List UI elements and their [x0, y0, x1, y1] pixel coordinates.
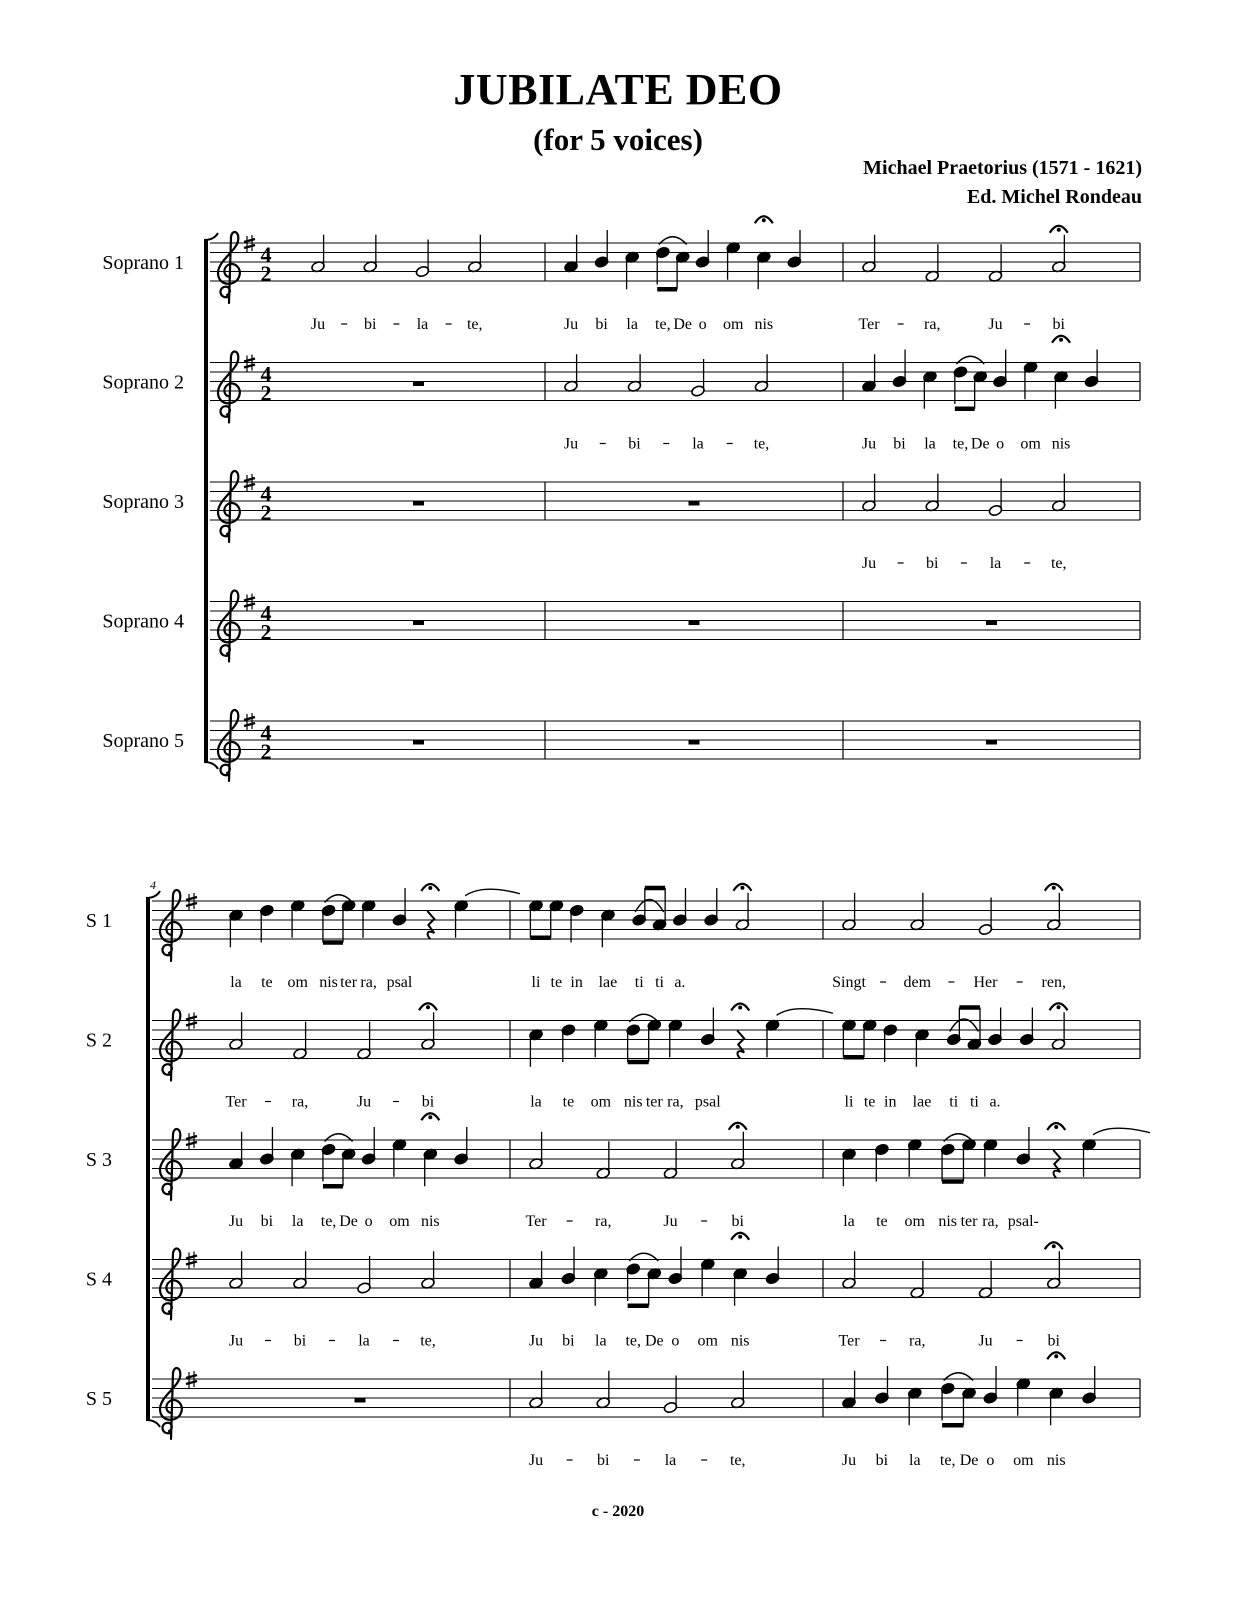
lyric-syllable: De — [339, 1213, 358, 1230]
fermata-icon — [1050, 1003, 1068, 1010]
lyric-syllable: ra, — [595, 1213, 612, 1230]
lyric-syllable: ra, — [924, 316, 941, 333]
lyric-syllable: bi — [597, 1452, 610, 1469]
staff-5 — [102, 710, 1140, 781]
lyric-syllable: bi — [628, 435, 641, 453]
time-signature-top: 4 — [260, 720, 272, 745]
lyric-syllable: bi — [562, 1332, 575, 1350]
staff-2 — [86, 1003, 1140, 1110]
staff-4 — [86, 1233, 1140, 1350]
staff-3 — [102, 471, 1140, 572]
lyric-syllable: Ju — [663, 1213, 678, 1230]
lyric-syllable: a. — [989, 1093, 1001, 1111]
lyric-syllable: la — [989, 555, 1002, 572]
fermata-icon — [1047, 1352, 1065, 1359]
time-signature-top: 4 — [260, 242, 272, 267]
bracket-top-hook — [204, 233, 218, 240]
time-signature-top: 4 — [260, 600, 272, 626]
staff-5 — [86, 1352, 1140, 1469]
lyric-syllable: te — [562, 1093, 575, 1111]
time-signature-bottom: 2 — [260, 500, 272, 525]
fermata-icon — [733, 884, 751, 891]
staff-4 — [102, 591, 1140, 662]
lyric-syllable: ti — [634, 974, 644, 991]
lyric-syllable: la — [909, 1452, 921, 1469]
lyric-syllable: in — [570, 974, 583, 991]
lyric-syllable: bi — [260, 1213, 274, 1230]
lyric-syllable: Ju — [563, 316, 579, 333]
lyric-syllable: Ter — [225, 1093, 247, 1111]
lyric-syllable: om — [389, 1213, 410, 1230]
staff-label: S 4 — [85, 1268, 112, 1291]
fermata-icon — [1052, 336, 1070, 343]
lyric-syllable: te, — [1050, 555, 1067, 572]
staff-1 — [102, 216, 1140, 333]
staff-label: Soprano 4 — [102, 610, 184, 633]
lyric-syllable: la — [530, 1093, 542, 1111]
lyric-syllable: ra, — [360, 974, 377, 991]
lyric-syllable: in — [884, 1093, 897, 1111]
lyric-syllable: De — [673, 316, 693, 333]
lyric-syllable: ti — [949, 1093, 959, 1111]
lyric-syllable: te, — [729, 1452, 746, 1469]
lyric-syllable: te, — [939, 1452, 956, 1469]
lyric-syllable: Ju — [528, 1332, 544, 1350]
score-system-2 — [86, 878, 1150, 1469]
lyric-syllable: ti — [969, 1093, 979, 1111]
lyric-syllable: ter — [340, 974, 358, 991]
lyric-syllable: psal — [386, 974, 413, 991]
whole-rest-icon — [986, 620, 997, 625]
time-signature-bottom: 2 — [260, 739, 272, 764]
staff-2 — [102, 336, 1140, 453]
staff-label: S 5 — [85, 1388, 112, 1410]
lyric-syllable: bi — [1047, 1332, 1060, 1350]
whole-rest-icon — [689, 620, 700, 625]
time-signature-bottom: 2 — [260, 261, 272, 286]
lyric-syllable: la — [924, 435, 936, 453]
lyric-syllable: om — [1013, 1452, 1034, 1469]
lyric-syllable: la — [692, 435, 704, 453]
lyric-syllable: Ju — [356, 1093, 372, 1111]
lyric-syllable: Ju — [563, 435, 579, 453]
lyric-syllable: De — [644, 1332, 664, 1350]
lyric-syllable: nis — [754, 316, 774, 333]
lyric-syllable: psal- — [1007, 1213, 1039, 1230]
lyric-syllable: bi — [731, 1213, 744, 1230]
time-signature-top: 4 — [260, 361, 272, 387]
lyric-syllable: Ju — [841, 1452, 857, 1469]
lyric-syllable: Ter — [525, 1213, 547, 1230]
lyric-syllable: Ju — [228, 1213, 244, 1230]
lyric-syllable: Her — [973, 974, 998, 991]
page-title: JUBILATE DEO — [453, 65, 783, 114]
fermata-icon — [1050, 226, 1068, 233]
fermata-icon — [1045, 884, 1063, 891]
fermata-icon — [755, 216, 773, 223]
copyright-footer: c - 2020 — [591, 1503, 645, 1520]
lyric-syllable: nis — [1046, 1452, 1066, 1469]
fermata-icon — [731, 1004, 749, 1011]
tie-mark — [1093, 1128, 1150, 1135]
lyric-syllable: li — [531, 974, 541, 991]
lyric-syllable: te, — [466, 316, 483, 333]
staff-1 — [86, 884, 1140, 991]
lyric-syllable: o — [986, 1452, 995, 1469]
fermata-icon — [1045, 1242, 1063, 1249]
lyric-syllable: nis — [623, 1093, 643, 1111]
lyric-syllable: nis — [730, 1332, 750, 1350]
lyric-syllable: nis — [420, 1213, 440, 1230]
time-signature-bottom: 2 — [260, 619, 272, 645]
lyric-syllable: ra, — [291, 1093, 309, 1111]
lyric-syllable: te — [863, 1093, 876, 1111]
composer-credit: Michael Praetorius (1571 - 1621) — [863, 157, 1142, 179]
whole-rest-icon — [355, 1398, 366, 1403]
staff-label: Soprano 5 — [102, 730, 184, 752]
whole-rest-icon — [689, 740, 700, 745]
staff-label: S 3 — [85, 1149, 112, 1171]
fermata-icon — [729, 1123, 747, 1130]
lyric-syllable: om — [722, 316, 744, 333]
bracket-bottom-hook — [204, 762, 218, 769]
lyric-syllable: Ter — [858, 316, 880, 333]
editor-credit: Ed. Michel Rondeau — [966, 186, 1142, 208]
lyric-syllable: a. — [674, 974, 686, 991]
time-signature-bottom: 2 — [260, 380, 272, 406]
lyric-syllable: bi — [595, 316, 608, 333]
whole-rest-icon — [689, 501, 700, 506]
fermata-icon — [421, 884, 439, 891]
lyric-syllable: ter — [645, 1093, 663, 1111]
lyric-syllable: bi — [926, 555, 939, 572]
lyric-syllable: nis — [319, 974, 338, 991]
lyric-syllable: om — [697, 1332, 718, 1350]
lyric-syllable: la — [595, 1332, 607, 1350]
lyric-syllable: Ju — [228, 1332, 244, 1350]
lyric-syllable: Singt — [832, 974, 866, 991]
lyric-syllable: bi — [421, 1093, 435, 1111]
whole-rest-icon — [413, 740, 424, 745]
lyric-syllable: ra, — [667, 1093, 684, 1111]
tie-mark — [465, 889, 520, 896]
page-subtitle: (for 5 voices) — [533, 122, 703, 157]
lyric-syllable: Ju — [310, 316, 326, 333]
quarter-rest-icon — [737, 1031, 744, 1059]
staff-label: S 2 — [85, 1029, 112, 1052]
fermata-icon — [421, 1113, 439, 1120]
lyric-syllable: la — [664, 1452, 677, 1469]
lyric-syllable: te, — [420, 1332, 436, 1350]
staff-label: S 1 — [85, 910, 112, 932]
whole-rest-icon — [986, 740, 997, 745]
lyric-syllable: om — [904, 1213, 926, 1230]
lyric-syllable: te, — [753, 435, 770, 453]
lyric-syllable: psal — [694, 1093, 721, 1111]
staff-3 — [86, 1113, 1150, 1230]
lyric-syllable: Ter — [838, 1332, 860, 1350]
lyric-syllable: bi — [364, 316, 377, 333]
quarter-rest-icon — [1053, 1150, 1060, 1178]
lyric-syllable: ra, — [982, 1213, 999, 1230]
bracket-bottom-hook — [146, 1420, 160, 1427]
lyric-syllable: lae — [912, 1093, 932, 1111]
lyric-syllable: ra, — [909, 1332, 926, 1350]
lyric-syllable: nis — [938, 1213, 958, 1230]
lyric-syllable: bi — [875, 1452, 889, 1469]
staff-label: Soprano 2 — [102, 371, 184, 394]
tie-mark — [777, 1009, 833, 1016]
lyric-syllable: nis — [1051, 435, 1071, 453]
lyric-syllable: lae — [598, 974, 618, 991]
fermata-icon — [1047, 1123, 1065, 1130]
lyric-syllable: la — [291, 1213, 304, 1230]
lyric-syllable: dem — [903, 974, 932, 991]
bracket-top-hook — [146, 891, 160, 898]
lyric-syllable: o — [996, 435, 1005, 453]
lyric-syllable: bi — [293, 1332, 307, 1350]
score-system-1 — [102, 216, 1140, 781]
lyric-syllable: bi — [1052, 316, 1065, 333]
lyric-syllable: De — [959, 1452, 979, 1469]
lyric-syllable: la — [230, 974, 242, 991]
lyric-syllable: om — [590, 1093, 612, 1111]
quarter-rest-icon — [427, 911, 434, 939]
time-signature-top: 4 — [260, 481, 272, 506]
lyric-syllable: Ju — [861, 435, 877, 453]
lyric-syllable: bi — [893, 435, 906, 453]
lyric-syllable: te — [261, 974, 273, 991]
lyric-syllable: te — [876, 1213, 888, 1230]
lyric-syllable: Ju — [988, 316, 1003, 333]
lyric-syllable: te, — [625, 1332, 642, 1350]
lyric-syllable: Ju — [528, 1452, 544, 1469]
lyric-syllable: om — [1020, 435, 1041, 453]
lyric-syllable: la — [626, 316, 638, 333]
lyric-syllable: te, — [952, 435, 969, 453]
lyric-syllable: o — [671, 1332, 680, 1350]
fermata-icon — [731, 1233, 749, 1240]
lyric-syllable: om — [287, 974, 308, 991]
measure-number: 4 — [150, 878, 156, 892]
lyric-syllable: la — [358, 1332, 370, 1350]
lyric-syllable: ren, — [1041, 974, 1066, 991]
lyric-syllable: te, — [655, 316, 671, 333]
lyric-syllable: ti — [655, 974, 664, 991]
whole-rest-icon — [413, 381, 424, 386]
lyric-syllable: te, — [320, 1213, 337, 1230]
whole-rest-icon — [413, 620, 424, 625]
lyric-syllable: li — [844, 1093, 854, 1111]
lyric-syllable: o — [698, 316, 707, 333]
lyric-syllable: De — [970, 435, 990, 453]
whole-rest-icon — [413, 501, 424, 506]
lyric-syllable: la — [843, 1213, 855, 1230]
lyric-syllable: ter — [960, 1213, 978, 1230]
staff-label: Soprano 1 — [102, 252, 184, 274]
staff-label: Soprano 3 — [102, 491, 184, 513]
lyric-syllable: Ju — [861, 555, 877, 572]
fermata-icon — [419, 1003, 437, 1010]
lyric-syllable: o — [364, 1213, 373, 1230]
lyric-syllable: te — [550, 974, 563, 991]
lyric-syllable: la — [416, 316, 429, 333]
lyric-syllable: Ju — [978, 1332, 993, 1350]
